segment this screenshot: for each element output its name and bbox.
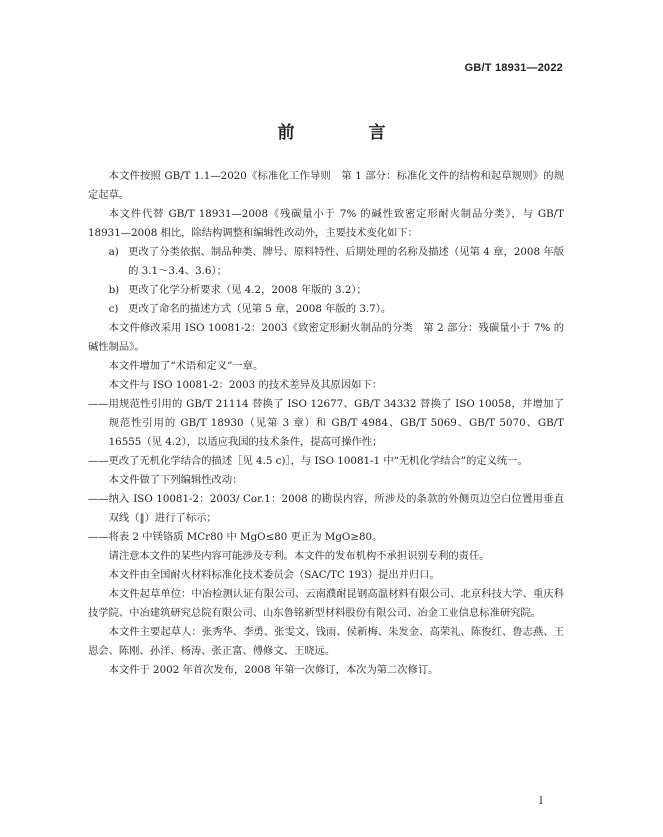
standard-code: GB/T 18931—2022 [464,62,563,74]
paragraph: 本文件于 2002 年首次发布，2008 年第一次修订，本次为第二次修订。 [108,664,439,676]
page-title: 前 言 [277,123,420,143]
paragraph: 本文件由全国耐火材料标准化技术委员会（SAC/TC 193）提出并归口。 [108,569,440,581]
paragraph: 本文件按照 GB/T 1.1—2020《标准化工作导则 第 1 部分：标准化文件的结构和起草规则》的规定起草。 [88,170,564,201]
dash-text: 将表 2 中镁铬质 MCr80 中 MgO≤80 更正为 MgO≥80。 [108,531,383,543]
paragraph: 本文件增加了“术语和定义”一章。 [108,360,264,372]
list-marker: b) [108,284,120,296]
paragraph: 本文件主要起草人：张秀华、李勇、张雯文、钱雨、侯新梅、朱发金、高荣礼、陈俊红、鲁志燕、王恩会、陈刚、孙洋、杨涛、张正富、傅修文、王晓远。 [88,626,564,657]
dash-item [88,452,564,471]
list-text: 更改了命名的描述方式（见第 5 章，2008 年版的 3.7）。 [128,303,392,315]
dash-marker: —— [88,455,109,467]
dash-item [88,528,564,547]
list-text: 更改了化学分析要求（见 4.2，2008 年版的 3.2）； [128,284,367,296]
paragraph: 本文件做了下列编辑性改动： [108,474,243,486]
dash-marker: —— [88,493,109,505]
list-marker: a) [108,246,119,258]
dash-text: 更改了无机化学结合的描述［见 4.5 c)］，与 ISO 10081-1 中“无机化学结合”的定义统一。 [108,455,528,467]
dash-marker: —— [88,398,109,410]
list-item [88,243,564,281]
paragraph: 本文件修改采用 ISO 10081-2：2003《致密定形耐火制品的分类 第 2 部分：残碳量小于 7% 的碱性制品》。 [88,322,564,353]
dash-text: 用规范性引用的 GB/T 21114 替换了 ISO 12677、GB/T 34332 替换了 ISO 10058，并增加了规范性引用的 GB/T 18930（见第 3 章）和 GB/T 4984、GB/T 5069、GB/T 5070、GB/T 16555（见 4.2），以适应我国的技术条件，提高可操作性； [108,398,564,448]
dash-item [88,395,564,452]
dash-text: 纳入 ISO 10081-2：2003/ Cor.1：2008 的勘误内容，所涉及的条款的外侧页边空白位置用垂直双线（‖）进行了标示； [108,493,564,524]
page-number: I [539,796,543,807]
dash-marker: —— [88,531,109,543]
list-text: 更改了分类依据、制品种类、牌号、原料特性、后期处理的名称及描述（见第 4 章，2008 年版的 3.1～3.4、3.6）； [128,246,564,277]
paragraph: 本文件代替 GB/T 18931—2008《残碳量小于 7% 的碱性致密定形耐火制品分类》，与 GB/T 18931—2008 相比，除结构调整和编辑性改动外，主要技术变化如下： [88,208,564,239]
list-item [88,281,564,300]
paragraph: 请注意本文件的某些内容可能涉及专利。本文件的发布机构不承担识别专利的责任。 [108,550,490,562]
foreword-body [88,167,564,680]
dash-item [88,490,564,528]
list-item [88,300,564,319]
paragraph: 本文件与 ISO 10081-2：2003 的技术差异及其原因如下： [108,379,383,391]
list-marker: c) [108,303,119,315]
paragraph: 本文件起草单位：中冶检测认证有限公司、云南濮耐昆钢高温材料有限公司、北京科技大学、重庆科技学院、中冶建筑研究总院有限公司、山东鲁铭新型材料股份有限公司、冶金工业信息标准研究院。 [88,588,564,619]
